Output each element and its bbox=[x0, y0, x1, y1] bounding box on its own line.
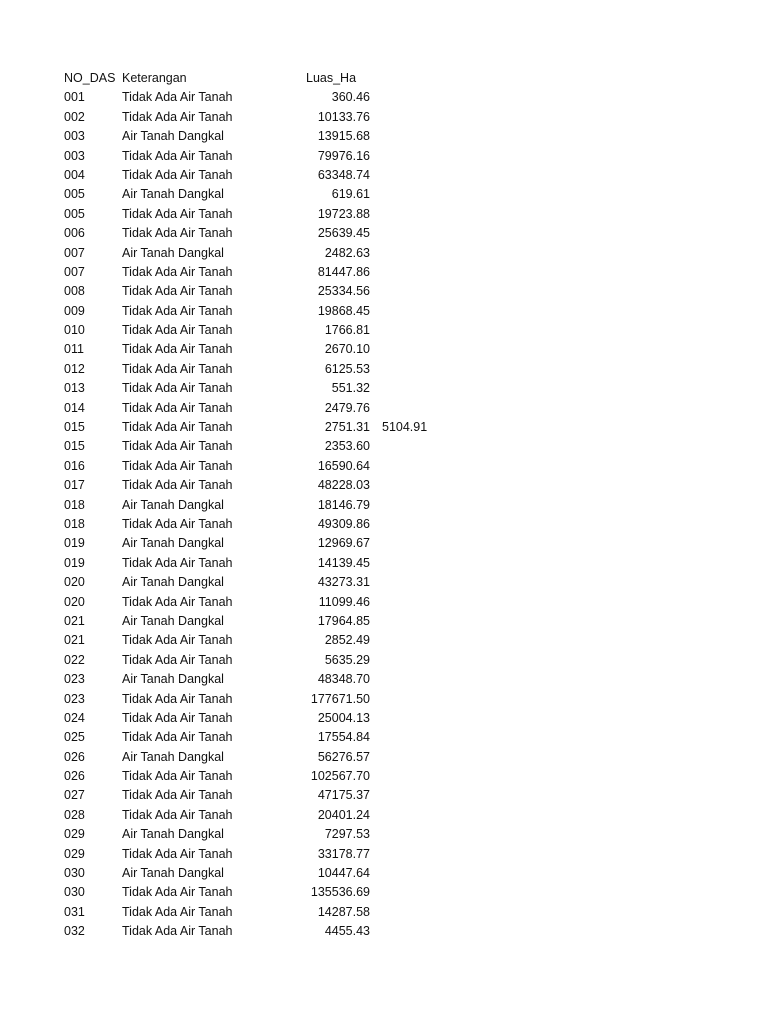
cell-keterangan[interactable]: Tidak Ada Air Tanah bbox=[122, 904, 233, 919]
cell-luas-ha[interactable]: 2353.60 bbox=[324, 439, 370, 454]
cell-keterangan[interactable]: Tidak Ada Air Tanah bbox=[122, 691, 233, 706]
cell-luas-ha[interactable]: 13915.68 bbox=[317, 129, 370, 144]
cell-no-das[interactable]: 023 bbox=[64, 691, 85, 706]
cell-luas-ha[interactable]: 25639.45 bbox=[317, 226, 370, 241]
cell-keterangan[interactable]: Tidak Ada Air Tanah bbox=[122, 342, 233, 357]
cell-luas-ha[interactable]: 49309.86 bbox=[317, 516, 370, 531]
cell-no-das[interactable]: 017 bbox=[64, 478, 85, 493]
cell-no-das[interactable]: 022 bbox=[64, 652, 85, 667]
cell-no-das[interactable]: 026 bbox=[64, 749, 85, 764]
cell-luas-ha[interactable]: 48228.03 bbox=[317, 478, 370, 493]
cell-no-das[interactable]: 013 bbox=[64, 381, 85, 396]
cell-keterangan[interactable]: Tidak Ada Air Tanah bbox=[122, 284, 233, 299]
cell-no-das[interactable]: 021 bbox=[64, 633, 85, 648]
cell-no-das[interactable]: 026 bbox=[64, 769, 85, 784]
cell-extra-value[interactable]: 5104.91 bbox=[382, 420, 428, 435]
cell-luas-ha[interactable]: 2479.76 bbox=[324, 400, 370, 415]
cell-no-das[interactable]: 009 bbox=[64, 303, 85, 318]
cell-no-das[interactable]: 020 bbox=[64, 594, 85, 609]
cell-no-das[interactable]: 019 bbox=[64, 555, 85, 570]
cell-luas-ha[interactable]: 2670.10 bbox=[324, 342, 370, 357]
cell-luas-ha[interactable]: 10133.76 bbox=[317, 109, 370, 124]
cell-luas-ha[interactable]: 135536.69 bbox=[310, 885, 370, 900]
cell-no-das[interactable]: 012 bbox=[64, 361, 85, 376]
cell-keterangan[interactable]: Tidak Ada Air Tanah bbox=[122, 206, 233, 221]
cell-no-das[interactable]: 015 bbox=[64, 420, 85, 435]
cell-keterangan[interactable]: Tidak Ada Air Tanah bbox=[122, 167, 233, 182]
cell-keterangan[interactable]: Tidak Ada Air Tanah bbox=[122, 381, 233, 396]
cell-keterangan[interactable]: Tidak Ada Air Tanah bbox=[122, 730, 233, 745]
cell-keterangan[interactable]: Tidak Ada Air Tanah bbox=[122, 478, 233, 493]
cell-keterangan[interactable]: Tidak Ada Air Tanah bbox=[122, 769, 233, 784]
cell-luas-ha[interactable]: 19723.88 bbox=[317, 206, 370, 221]
cell-luas-ha[interactable]: 17554.84 bbox=[317, 730, 370, 745]
cell-keterangan[interactable]: Air Tanah Dangkal bbox=[122, 536, 224, 551]
cell-luas-ha[interactable]: 10447.64 bbox=[317, 866, 370, 881]
cell-no-das[interactable]: 016 bbox=[64, 458, 85, 473]
header-luas-ha[interactable]: Luas_Ha bbox=[306, 71, 357, 85]
cell-no-das[interactable]: 002 bbox=[64, 109, 85, 124]
cell-no-das[interactable]: 019 bbox=[64, 536, 85, 551]
cell-luas-ha[interactable]: 7297.53 bbox=[324, 827, 370, 842]
cell-no-das[interactable]: 014 bbox=[64, 400, 85, 415]
cell-no-das[interactable]: 029 bbox=[64, 827, 85, 842]
cell-no-das[interactable]: 015 bbox=[64, 439, 85, 454]
cell-no-das[interactable]: 028 bbox=[64, 807, 85, 822]
cell-luas-ha[interactable]: 2482.63 bbox=[324, 245, 370, 260]
cell-no-das[interactable]: 024 bbox=[64, 710, 85, 725]
cell-keterangan[interactable]: Tidak Ada Air Tanah bbox=[122, 924, 233, 939]
cell-luas-ha[interactable]: 47175.37 bbox=[317, 788, 370, 803]
cell-keterangan[interactable]: Air Tanah Dangkal bbox=[122, 827, 224, 842]
cell-no-das[interactable]: 032 bbox=[64, 924, 85, 939]
cell-luas-ha[interactable]: 4455.43 bbox=[324, 924, 370, 939]
cell-no-das[interactable]: 004 bbox=[64, 167, 85, 182]
header-no-das[interactable]: NO_DAS bbox=[64, 71, 116, 85]
cell-keterangan[interactable]: Air Tanah Dangkal bbox=[122, 575, 224, 590]
cell-keterangan[interactable]: Tidak Ada Air Tanah bbox=[122, 885, 233, 900]
cell-luas-ha[interactable]: 6125.53 bbox=[324, 361, 370, 376]
cell-no-das[interactable]: 001 bbox=[64, 90, 85, 105]
cell-no-das[interactable]: 030 bbox=[64, 885, 85, 900]
cell-no-das[interactable]: 029 bbox=[64, 846, 85, 861]
cell-no-das[interactable]: 008 bbox=[64, 284, 85, 299]
cell-keterangan[interactable]: Tidak Ada Air Tanah bbox=[122, 303, 233, 318]
cell-no-das[interactable]: 007 bbox=[64, 264, 85, 279]
cell-luas-ha[interactable]: 5635.29 bbox=[324, 652, 370, 667]
cell-luas-ha[interactable]: 19868.45 bbox=[317, 303, 370, 318]
cell-no-das[interactable]: 005 bbox=[64, 187, 85, 202]
cell-keterangan[interactable]: Air Tanah Dangkal bbox=[122, 866, 224, 881]
cell-luas-ha[interactable]: 12969.67 bbox=[317, 536, 370, 551]
cell-luas-ha[interactable]: 18146.79 bbox=[317, 497, 370, 512]
cell-keterangan[interactable]: Tidak Ada Air Tanah bbox=[122, 633, 233, 648]
cell-luas-ha[interactable]: 81447.86 bbox=[317, 264, 370, 279]
cell-luas-ha[interactable]: 17964.85 bbox=[317, 613, 370, 628]
cell-luas-ha[interactable]: 25334.56 bbox=[317, 284, 370, 299]
cell-no-das[interactable]: 021 bbox=[64, 613, 85, 628]
cell-keterangan[interactable]: Air Tanah Dangkal bbox=[122, 613, 224, 628]
cell-luas-ha[interactable]: 11099.46 bbox=[318, 594, 370, 609]
cell-keterangan[interactable]: Tidak Ada Air Tanah bbox=[122, 226, 233, 241]
cell-keterangan[interactable]: Air Tanah Dangkal bbox=[122, 245, 224, 260]
cell-luas-ha[interactable]: 20401.24 bbox=[317, 807, 370, 822]
cell-no-das[interactable]: 010 bbox=[64, 323, 85, 338]
cell-luas-ha[interactable]: 25004.13 bbox=[317, 710, 370, 725]
cell-no-das[interactable]: 027 bbox=[64, 788, 85, 803]
cell-luas-ha[interactable]: 619.61 bbox=[331, 187, 370, 202]
cell-no-das[interactable]: 003 bbox=[64, 129, 85, 144]
cell-keterangan[interactable]: Tidak Ada Air Tanah bbox=[122, 420, 233, 435]
cell-keterangan[interactable]: Tidak Ada Air Tanah bbox=[122, 109, 233, 124]
cell-no-das[interactable]: 018 bbox=[64, 516, 85, 531]
cell-luas-ha[interactable]: 56276.57 bbox=[317, 749, 370, 764]
cell-no-das[interactable]: 005 bbox=[64, 206, 85, 221]
cell-luas-ha[interactable]: 48348.70 bbox=[317, 672, 370, 687]
cell-luas-ha[interactable]: 63348.74 bbox=[317, 167, 370, 182]
cell-keterangan[interactable]: Tidak Ada Air Tanah bbox=[122, 264, 233, 279]
cell-keterangan[interactable]: Air Tanah Dangkal bbox=[122, 672, 224, 687]
cell-no-das[interactable]: 025 bbox=[64, 730, 85, 745]
cell-luas-ha[interactable]: 33178.77 bbox=[317, 846, 370, 861]
cell-keterangan[interactable]: Tidak Ada Air Tanah bbox=[122, 846, 233, 861]
cell-no-das[interactable]: 030 bbox=[64, 866, 85, 881]
cell-no-das[interactable]: 007 bbox=[64, 245, 85, 260]
cell-no-das[interactable]: 023 bbox=[64, 672, 85, 687]
cell-keterangan[interactable]: Tidak Ada Air Tanah bbox=[122, 807, 233, 822]
cell-keterangan[interactable]: Tidak Ada Air Tanah bbox=[122, 788, 233, 803]
cell-luas-ha[interactable]: 360.46 bbox=[331, 90, 370, 105]
cell-keterangan[interactable]: Tidak Ada Air Tanah bbox=[122, 400, 233, 415]
cell-no-das[interactable]: 018 bbox=[64, 497, 85, 512]
cell-luas-ha[interactable]: 2852.49 bbox=[324, 633, 370, 648]
cell-luas-ha[interactable]: 43273.31 bbox=[317, 575, 370, 590]
cell-keterangan[interactable]: Tidak Ada Air Tanah bbox=[122, 361, 233, 376]
cell-luas-ha[interactable]: 14139.45 bbox=[317, 555, 370, 570]
cell-luas-ha[interactable]: 79976.16 bbox=[317, 148, 370, 163]
cell-keterangan[interactable]: Tidak Ada Air Tanah bbox=[122, 323, 233, 338]
cell-luas-ha[interactable]: 551.32 bbox=[331, 381, 370, 396]
cell-no-das[interactable]: 020 bbox=[64, 575, 85, 590]
cell-luas-ha[interactable]: 2751.31 bbox=[324, 420, 370, 435]
cell-keterangan[interactable]: Tidak Ada Air Tanah bbox=[122, 148, 233, 163]
cell-keterangan[interactable]: Tidak Ada Air Tanah bbox=[122, 439, 233, 454]
cell-keterangan[interactable]: Air Tanah Dangkal bbox=[122, 129, 224, 144]
cell-luas-ha[interactable]: 1766.81 bbox=[324, 323, 370, 338]
cell-keterangan[interactable]: Tidak Ada Air Tanah bbox=[122, 458, 233, 473]
cell-keterangan[interactable]: Air Tanah Dangkal bbox=[122, 497, 224, 512]
cell-keterangan[interactable]: Tidak Ada Air Tanah bbox=[122, 652, 233, 667]
cell-no-das[interactable]: 031 bbox=[64, 904, 85, 919]
cell-keterangan[interactable]: Air Tanah Dangkal bbox=[122, 749, 224, 764]
cell-no-das[interactable]: 011 bbox=[64, 342, 84, 357]
cell-luas-ha[interactable]: 14287.58 bbox=[317, 904, 370, 919]
cell-keterangan[interactable]: Tidak Ada Air Tanah bbox=[122, 90, 233, 105]
cell-no-das[interactable]: 006 bbox=[64, 226, 85, 241]
cell-keterangan[interactable]: Tidak Ada Air Tanah bbox=[122, 594, 233, 609]
cell-keterangan[interactable]: Tidak Ada Air Tanah bbox=[122, 710, 233, 725]
cell-no-das[interactable]: 003 bbox=[64, 148, 85, 163]
cell-luas-ha[interactable]: 102567.70 bbox=[310, 769, 370, 784]
header-keterangan[interactable]: Keterangan bbox=[122, 71, 187, 85]
cell-luas-ha[interactable]: 16590.64 bbox=[317, 458, 370, 473]
cell-luas-ha[interactable]: 177671.50 bbox=[310, 691, 370, 706]
cell-keterangan[interactable]: Tidak Ada Air Tanah bbox=[122, 555, 233, 570]
cell-keterangan[interactable]: Tidak Ada Air Tanah bbox=[122, 516, 233, 531]
cell-keterangan[interactable]: Air Tanah Dangkal bbox=[122, 187, 224, 202]
